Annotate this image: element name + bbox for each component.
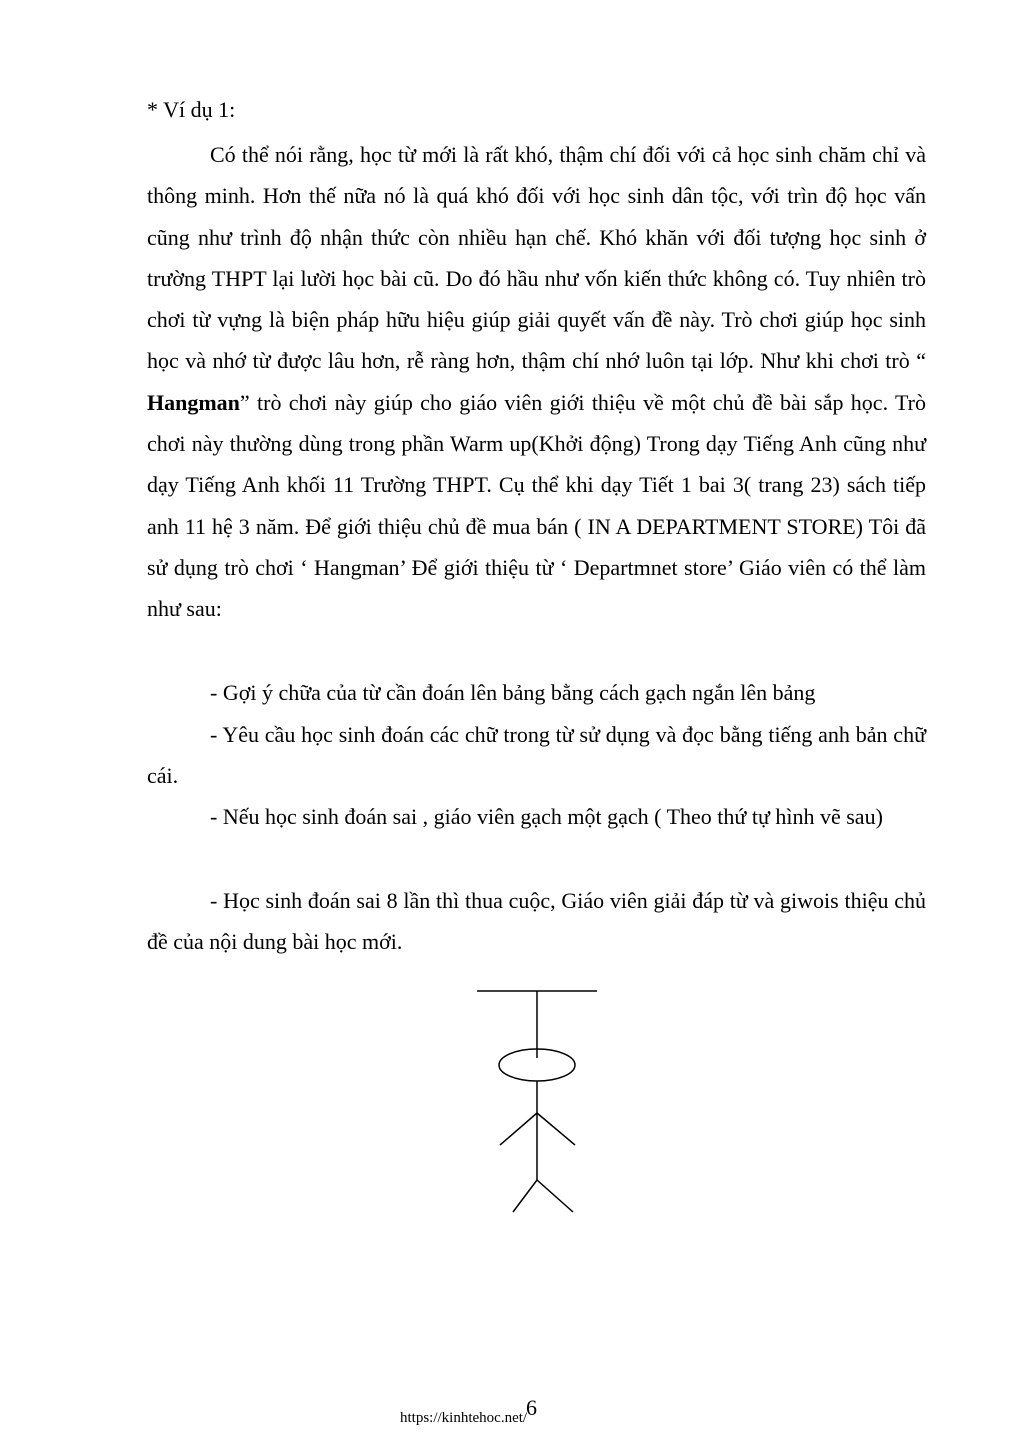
hangman-left-leg xyxy=(513,1180,537,1212)
intro-text-start: Có thể nói rằng, học từ mới là rất khó, thậm chí đối với cả học sinh chăm chỉ và thông minh. Hơn thế nữa nó là quá khó đối với học sinh dân tộc, với trìn độ học vấn cũng như trình độ nhận thức còn nhiều hạn chế. Khó khăn với đối tượng học sinh ở trường THPT lại lười học bài cũ. Do đó hầu như vốn kiến thức không có. Tuy nhiên trò chơi từ vựng là biện pháp hữu hiệu giúp giải quyết vấn đề này. Trò chơi giúp học sinh học và nhớ từ được lâu hơn, rễ ràng hơn, thậm chí nhớ luôn tại lớp. Như khi chơi trò “ xyxy=(147,142,926,374)
hangman-figure-icon xyxy=(470,980,610,1220)
step-wrong-guess: - Nếu học sinh đoán sai , giáo viên gạch một gạch ( Theo thứ tự hình vẽ sau) xyxy=(210,804,883,829)
footer-url-link[interactable]: https://kinhtehoc.net/ xyxy=(400,1410,528,1426)
intro-text-end: ” trò chơi này giúp cho giáo viên giới thiệu về một chủ đề bài sắp học. Trò chơi này thường dùng trong phần Warm up(Khởi động) Trong dạy Tiếng Anh cũng như dạy Tiếng Anh khối 11 Trường THPT. Cụ thể khi dạy Tiết 1 bai 3( trang 23) sách tiếp anh 11 hệ 3 năm. Để giới thiệu chủ đề mua bán ( IN A DEPARTMENT STORE) Tôi đã sử dụng trò chơi ‘ Hangman’ Để giới thiệu từ ‘ Departmnet store’ Giáo viên có thể làm như sau: xyxy=(147,389,926,622)
page-number: 6 xyxy=(526,1395,537,1420)
hangman-right-leg xyxy=(537,1180,573,1212)
hangman-right-arm xyxy=(537,1113,575,1145)
step-guess-letters: - Yêu cầu học sinh đoán các chữ trong từ sử dụng và đọc bằng tiếng anh bản chữ cái. xyxy=(147,722,926,789)
hangman-left-arm xyxy=(500,1113,537,1145)
intro-paragraph xyxy=(147,134,926,630)
hangman-bold-term: Hangman xyxy=(147,389,240,415)
step-lose-condition: - Học sinh đoán sai 8 lần thì thua cuộc, Giáo viên giải đáp từ và giwois thiệu chủ đề của nội dung bài học mới. xyxy=(147,888,926,955)
step-hint-letters: - Gợi ý chữa của từ cần đoán lên bảng bằng cách gạch ngắn lên bảng xyxy=(210,680,816,705)
example-heading: * Ví dụ 1: xyxy=(147,97,236,122)
